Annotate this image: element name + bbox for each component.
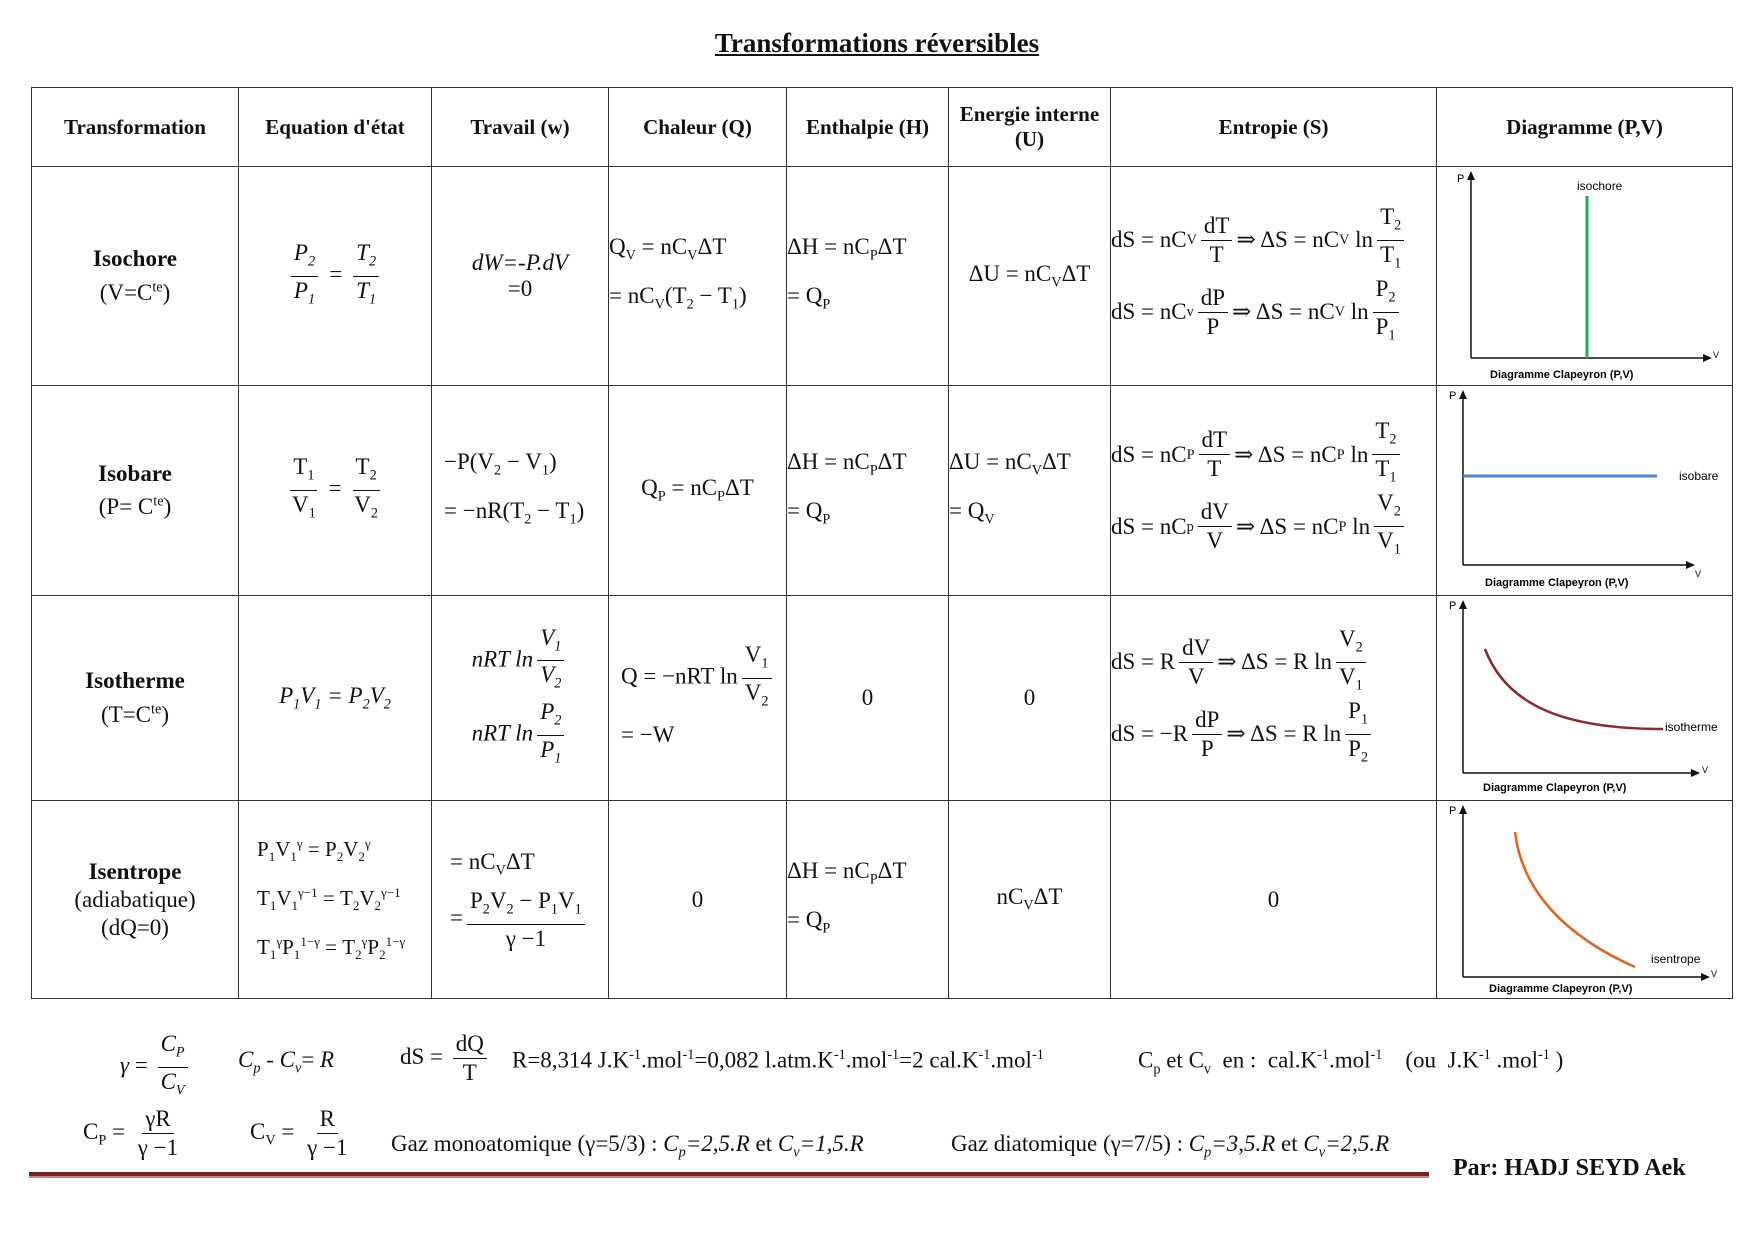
table-row-isobare bbox=[32, 386, 1733, 596]
curve-label: isobare bbox=[1679, 469, 1719, 483]
row-condition: $(P= C^{te})$ bbox=[98, 493, 172, 520]
page-title: Transformations réversibles bbox=[714, 28, 1040, 58]
row-condition-2: (dQ=0) bbox=[101, 914, 169, 940]
diagram-isobare bbox=[1437, 387, 1733, 594]
diagram-caption: Diagramme Clapeyron (P,V) bbox=[1489, 983, 1633, 995]
diagram-isotherme bbox=[1437, 597, 1733, 799]
entropie: dS = nC P $\frac{dT}{T}$ ⇒ ΔS = nC P ln $\frac{T_2}{T_1}$ dS = nC p $\frac{dV}{V}$ ⇒ ΔS = nC P ln $\frac{V_2}{V_1}$ bbox=[1111, 386, 1437, 596]
energie-interne: $\Delta U = nC_V\Delta T$ = $Q_V$ bbox=[949, 386, 1111, 596]
units-note: $C_p$ et $C_v$ en : $cal.K^{-1}.mol^{-1}$ (ou $J.K^{-1}$ .mol$^{-1}$ ) bbox=[1138, 1047, 1564, 1078]
row-name: Isotherme bbox=[85, 668, 185, 694]
row-condition: $(V=C^{te})$ bbox=[99, 279, 171, 305]
axis-p-label: P bbox=[1457, 173, 1465, 185]
gaz-monoatomique: Gaz monoatomique (γ=5/3) : $C_p=2,5.R$ et $C_v=1,5.R$ bbox=[391, 1131, 864, 1161]
equation-etat: $\frac{T_1}{V_1}$ = $\frac{T_2}{V_2}$ bbox=[239, 386, 432, 596]
header-energie: Energie interne (U) bbox=[949, 88, 1111, 167]
enthalpie: 0 bbox=[787, 596, 949, 801]
diagram-cell bbox=[1437, 596, 1733, 801]
table-row-isotherme bbox=[32, 596, 1733, 801]
mayer-relation: $C_p - C_v= R$ bbox=[238, 1047, 335, 1077]
isentrope-curve bbox=[1515, 832, 1635, 967]
diagram-caption: Diagramme Clapeyron (P,V) bbox=[1485, 577, 1629, 589]
travail: = $nC_V\Delta T$ = $\frac{P_2V_2 - P_1V_1}{\gamma -1}$ bbox=[432, 801, 609, 999]
row-name-cell bbox=[32, 801, 239, 999]
equation-etat: $\frac{P_2}{P_1}$ = $\frac{T_2}{T_1}$ bbox=[239, 167, 432, 386]
axis-v-label: V bbox=[1695, 569, 1702, 579]
entropie: dS = R $\frac{dV}{V}$ ⇒ ΔS = R ln $\frac{V_2}{V_1}$ dS = −R $\frac{dP}{P}$ ⇒ ΔS = R ln $\frac{P_1}{P_2}$ bbox=[1111, 596, 1437, 801]
axis-v-label: V bbox=[1702, 765, 1709, 775]
travail bbox=[432, 167, 609, 386]
axis-p-label: P bbox=[1449, 600, 1457, 612]
diagram-isochore bbox=[1437, 168, 1733, 384]
transformations-table bbox=[31, 87, 1733, 999]
gaz-diatomique: Gaz diatomique (γ=7/5) : $C_p=3,5.R$ et $C_v=2,5.R$ bbox=[951, 1131, 1390, 1161]
diagram-caption: Diagramme Clapeyron (P,V) bbox=[1483, 782, 1627, 794]
travail-line-2: =0 bbox=[507, 276, 533, 301]
axis-v-label: V bbox=[1713, 350, 1720, 360]
row-condition: $(T=C^{te})$ bbox=[101, 701, 169, 727]
author: Par: HADJ SEYD Aek bbox=[1453, 1155, 1686, 1181]
curve-label: isochore bbox=[1577, 179, 1623, 193]
cp-formula: $C_P$ = $\frac{\gamma R}{\gamma -1}$ bbox=[83, 1106, 179, 1160]
travail-line-1: dW=-P.dV bbox=[471, 250, 569, 275]
footer-rule bbox=[29, 1172, 1429, 1178]
entropie: 0 bbox=[1111, 801, 1437, 999]
enthalpie: $\Delta H = nC_P\Delta T$ = $Q_P$ bbox=[787, 801, 949, 999]
row-name: Isobare bbox=[98, 460, 172, 486]
gamma-formula: γ = $\frac{C_P}{C_V}$ bbox=[120, 1030, 192, 1104]
energie-interne: $nC_V\Delta T$ bbox=[949, 801, 1111, 999]
row-name: Isochore bbox=[93, 246, 177, 272]
row-condition: (adiabatique) bbox=[74, 886, 196, 912]
header-diagramme: Diagramme (P,V) bbox=[1437, 88, 1733, 167]
row-name-cell bbox=[32, 386, 239, 596]
r-constant: R=8,314 $J.K^{-1}.mol^{-1}=0,082$ $l.atm.K^{-1}.mol^{-1}=2$ $cal.K^{-1}.mol^{-1}$ bbox=[512, 1047, 1044, 1073]
header-enthalpie: Enthalpie (H) bbox=[787, 88, 949, 167]
header-row bbox=[32, 88, 1733, 167]
table-row-isochore bbox=[32, 167, 1733, 386]
diagram-cell bbox=[1437, 386, 1733, 596]
equation-etat: $P_1V_1^\gamma = P_2V_2^\gamma$ $T_1V_1^{\gamma-1} = T_2V_2^{\gamma-1}$ $T_1^\gamma P_1^{1-\gamma} = T_2^\gamma P_2^{1-\gamma}$ bbox=[239, 801, 432, 999]
axis-p-label: P bbox=[1449, 390, 1457, 402]
travail: $-P(V_2 - V_1)$ = $-nR(T_2 - T_1)$ bbox=[432, 386, 609, 596]
table-row-isentrope bbox=[32, 801, 1733, 999]
diagram-cell bbox=[1437, 167, 1733, 386]
axis-p-label: P bbox=[1449, 805, 1457, 817]
equation-etat: $P_1V_1 = P_2V_2$ bbox=[239, 596, 432, 801]
row-name: Isentrope bbox=[88, 858, 182, 884]
row-name-cell bbox=[32, 596, 239, 801]
header-equation: Equation d'état bbox=[239, 88, 432, 167]
diagram-caption: Diagramme Clapeyron (P,V) bbox=[1490, 369, 1634, 381]
energie-interne: 0 bbox=[949, 596, 1111, 801]
chaleur: $Q_P = nC_P\Delta T$ bbox=[609, 386, 787, 596]
row-name-cell bbox=[32, 167, 239, 386]
cv-formula: $C_V$ = $\frac{R}{\gamma -1}$ bbox=[250, 1106, 348, 1160]
chaleur: Q = −nRT ln $\frac{V_1}{V_2}$ = −W bbox=[609, 596, 787, 801]
entropy-definition: dS = $\frac{dQ}{T}$ bbox=[400, 1030, 491, 1087]
diagram-isentrope bbox=[1437, 802, 1733, 997]
chaleur: $Q_V = nC_V\Delta T$ = $nC_V(T_2 - T_1)$ bbox=[609, 167, 787, 386]
enthalpie: $\Delta H = nC_P\Delta T$ = $Q_P$ bbox=[787, 386, 949, 596]
curve-label: isentrope bbox=[1651, 952, 1701, 966]
curve-label: isotherme bbox=[1665, 720, 1718, 734]
diagram-cell bbox=[1437, 801, 1733, 999]
axis-v-label: V bbox=[1711, 969, 1718, 979]
header-travail: Travail (w) bbox=[432, 88, 609, 167]
chaleur: 0 bbox=[609, 801, 787, 999]
header-transformation: Transformation bbox=[32, 88, 239, 167]
header-chaleur: Chaleur (Q) bbox=[609, 88, 787, 167]
entropie: dS = nC V $\frac{dT}{T}$ ⇒ ΔS = nC V ln $\frac{T_2}{T_1}$ dS = nC v $\frac{dP}{P}$ ⇒ ΔS = nC V ln $\frac{P_2}{P_1}$ bbox=[1111, 167, 1437, 386]
energie-interne: $\Delta U = nC_V\Delta T$ bbox=[949, 167, 1111, 386]
enthalpie: $\Delta H = nC_P\Delta T$ = $Q_P$ bbox=[787, 167, 949, 386]
header-entropie: Entropie (S) bbox=[1111, 88, 1437, 167]
travail: nRT ln $\frac{V_1}{V_2}$ nRT ln $\frac{P_2}{P_1}$ bbox=[432, 596, 609, 801]
isotherme-curve bbox=[1485, 649, 1663, 729]
